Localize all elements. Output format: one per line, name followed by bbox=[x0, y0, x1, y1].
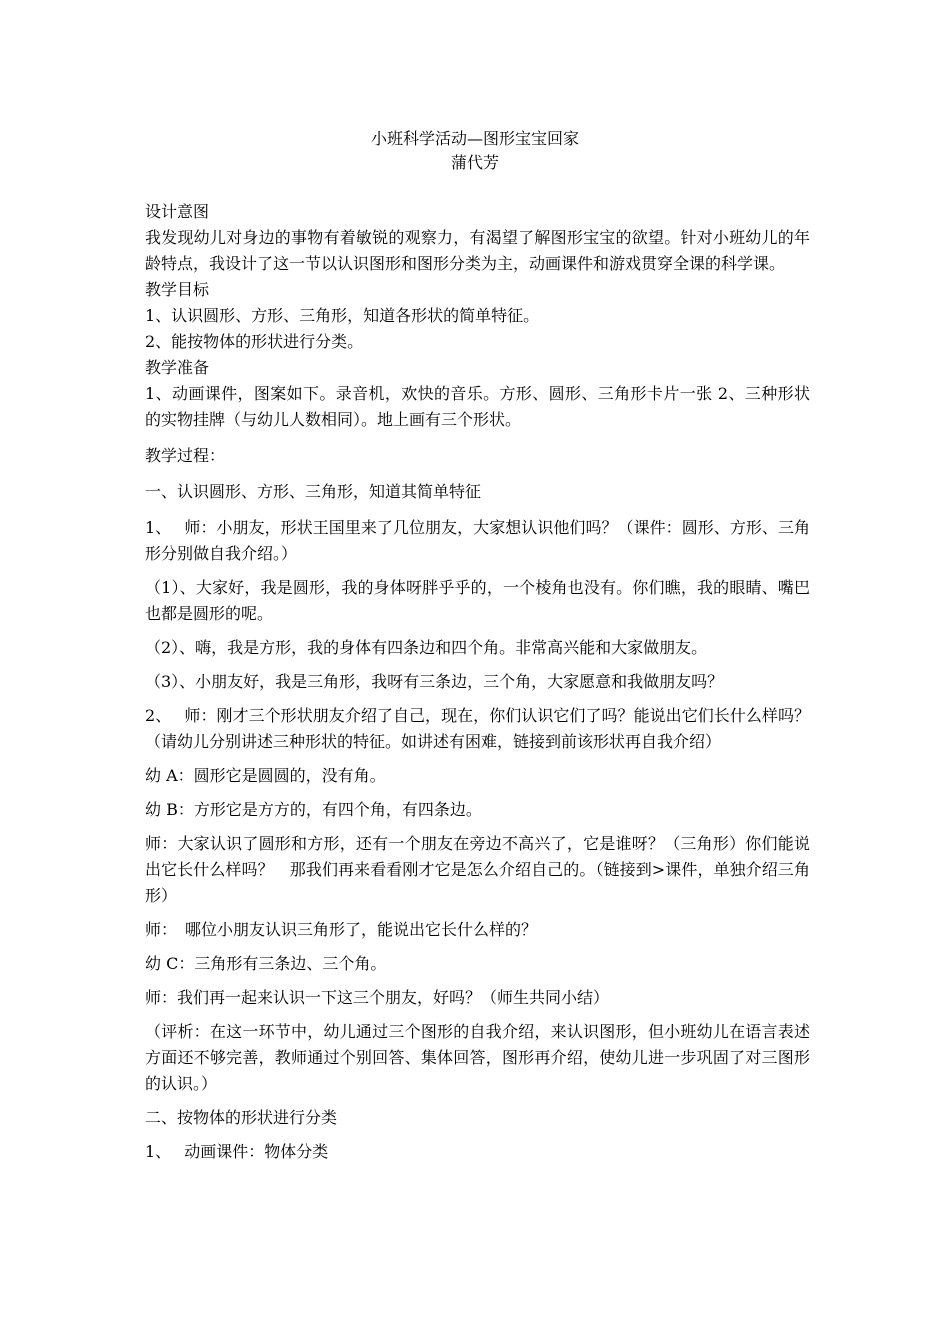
document-author: 蒲代芳 bbox=[450, 153, 499, 172]
paragraph: 幼 C：三角形有三条边、三个角。 bbox=[145, 954, 387, 973]
list-item: 1、认识圆形、方形、三角形，知道各形状的简单特征。 bbox=[145, 306, 540, 325]
section-heading: 设计意图 bbox=[145, 202, 210, 221]
section-heading: 教学目标 bbox=[145, 280, 210, 299]
section-heading: 一、认识圆形、方形、三角形，知道其简单特征 bbox=[145, 482, 482, 501]
list-item: 2、能按物体的形状进行分类。 bbox=[145, 332, 364, 351]
section-heading: 教学准备 bbox=[145, 358, 210, 377]
paragraph: 我发现幼儿对身边的事物有着敏锐的观察力，有渴望了解图形宝宝的欲望。针对小班幼儿的年龄特点，我设计了这一节以认识图形和图形分类为主，动画课件和游戏贯穿全课的科学课。 bbox=[145, 228, 810, 273]
paragraph: （评析：在这一环节中，幼儿通过三个图形的自我介绍，来认识图形，但小班幼儿在语言表述方面还不够完善，教师通过个别回答、集体回答，图形再介绍，使幼儿进一步巩固了对三图形的认识。） bbox=[145, 1022, 810, 1093]
paragraph: （2）、嗨，我是方形，我的身体有四条边和四个角。非常高兴能和大家做朋友。 bbox=[145, 638, 708, 657]
title-block bbox=[0, 127, 950, 175]
section-heading: 二、按物体的形状进行分类 bbox=[145, 1108, 338, 1127]
section-heading: 教学过程： bbox=[145, 446, 226, 465]
paragraph: 幼 B：方形它是方方的，有四个角，有四条边。 bbox=[145, 800, 482, 819]
document-title: 小班科学活动—图形宝宝回家 bbox=[370, 129, 579, 148]
paragraph: 师： 哪位小朋友认识三角形了，能说出它长什么样的？ bbox=[145, 920, 538, 939]
document-body bbox=[145, 199, 810, 1165]
paragraph: 幼 A：圆形它是圆圆的，没有角。 bbox=[145, 766, 386, 785]
list-item: 1、 动画课件：物体分类 bbox=[145, 1142, 329, 1161]
paragraph: 师：大家认识了圆形和方形，还有一个朋友在旁边不高兴了，它是谁呀？（三角形）你们能说出它长什么样吗？ 那我们再来看看刚才它是怎么介绍自己的。（链接到>课件，单独介绍三角形） bbox=[145, 834, 810, 905]
paragraph: 1、动画课件，图案如下。录音机，欢快的音乐。方形、圆形、三角形卡片一张 2、三种形状的实物挂牌（与幼儿人数相同）。地上画有三个形状。 bbox=[145, 384, 810, 429]
paragraph: 2、 师：刚才三个形状朋友介绍了自己，现在，你们认识它们了吗？能说出它们长什么样吗？（请幼儿分别讲述三种形状的特征。如讲述有困难，链接到前该形状再自我介绍） bbox=[145, 706, 810, 751]
paragraph: （3）、小朋友好，我是三角形，我呀有三条边，三个角，大家愿意和我做朋友吗？ bbox=[145, 672, 724, 691]
paragraph: 1、 师：小朋友，形状王国里来了几位朋友，大家想认识他们吗？（课件：圆形、方形、三角形分别做自我介绍。） bbox=[145, 518, 810, 563]
paragraph: 师：我们再一起来认识一下这三个朋友，好吗？（师生共同小结） bbox=[145, 988, 610, 1007]
paragraph: （1）、大家好，我是圆形，我的身体呀胖乎乎的，一个棱角也没有。你们瞧，我的眼睛、嘴巴也都是圆形的呢。 bbox=[145, 578, 810, 623]
